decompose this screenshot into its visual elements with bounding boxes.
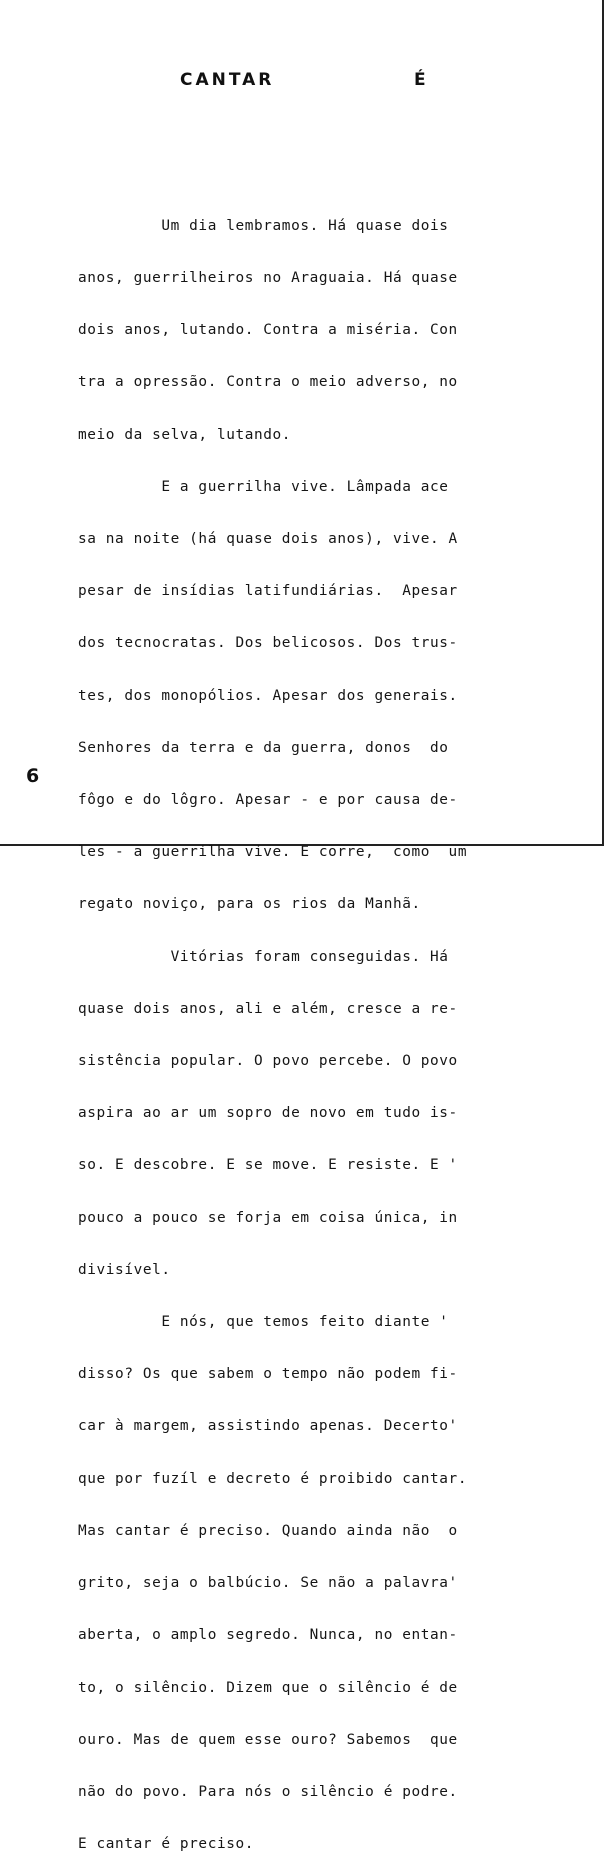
text-line: E cantar é preciso. (78, 1836, 255, 1853)
text-line: dos tecnocratas. Dos belicosos. Dos trus- (78, 635, 458, 652)
text-line: grito, seja o balbúcio. Se não a palavra' (78, 1575, 458, 1592)
page-number: 6 (26, 765, 40, 787)
text-line: meio da selva, lutando. (78, 426, 292, 443)
text-line: regato noviço, para os rios da Manhã. (78, 896, 421, 913)
text-line: fôgo e do lôgro. Apesar - e por causa de- (78, 792, 458, 809)
text-line: aspira ao ar um sopro de novo em tudo is- (78, 1105, 458, 1122)
text-line: so. E descobre. E se move. E resiste. E ' (78, 1157, 458, 1174)
text-line: Um dia lembramos. Há quase dois (78, 217, 449, 234)
text-line: les - a guerrilha vive. E corre, como um (78, 844, 468, 861)
text-line: pesar de insídias latifundiárias. Apesar (78, 583, 458, 600)
text-line: quase dois anos, ali e além, cresce a re- (78, 1000, 458, 1017)
text-line: disso? Os que sabem o tempo não podem fi- (78, 1366, 458, 1383)
text-line: Mas cantar é preciso. Quando ainda não o (78, 1522, 458, 1539)
text-line: E nós, que temos feito diante ' (78, 1314, 449, 1331)
text-line: pouco a pouco se forja em coisa única, in (78, 1209, 458, 1226)
text-line: tes, dos monopólios. Apesar dos generais. (78, 687, 458, 704)
text-line: tra a opressão. Contra o meio adverso, no (78, 374, 458, 391)
text-line: Senhores da terra e da guerra, donos do (78, 739, 449, 756)
text-line: Vitórias foram conseguidas. Há (78, 948, 449, 965)
text-line: ouro. Mas de quem esse ouro? Sabemos que (78, 1731, 458, 1748)
title-word-e: É (414, 70, 429, 90)
text-line: que por fuzíl e decreto é proibido cantar. (78, 1470, 468, 1487)
text-line: sistência popular. O povo percebe. O povo (78, 1053, 458, 1070)
text-line: E a guerrilha vive. Lâmpada ace (78, 478, 449, 495)
text-line: não do povo. Para nós o silêncio é podre. (78, 1783, 458, 1800)
text-line: dois anos, lutando. Contra a miséria. Con (78, 322, 458, 339)
title-word-cantar: CANTAR (180, 70, 275, 90)
page-title (180, 70, 440, 94)
text-line: car à margem, assistindo apenas. Decerto' (78, 1418, 458, 1435)
text-line: divisível. (78, 1261, 171, 1278)
text-line: to, o silêncio. Dizem que o silêncio é de (78, 1679, 458, 1696)
text-line: sa na noite (há quase dois anos), vive. A (78, 531, 458, 548)
body-text (78, 183, 526, 1871)
text-line: aberta, o amplo segredo. Nunca, no entan- (78, 1627, 458, 1644)
text-line: anos, guerrilheiros no Araguaia. Há quase (78, 270, 458, 287)
